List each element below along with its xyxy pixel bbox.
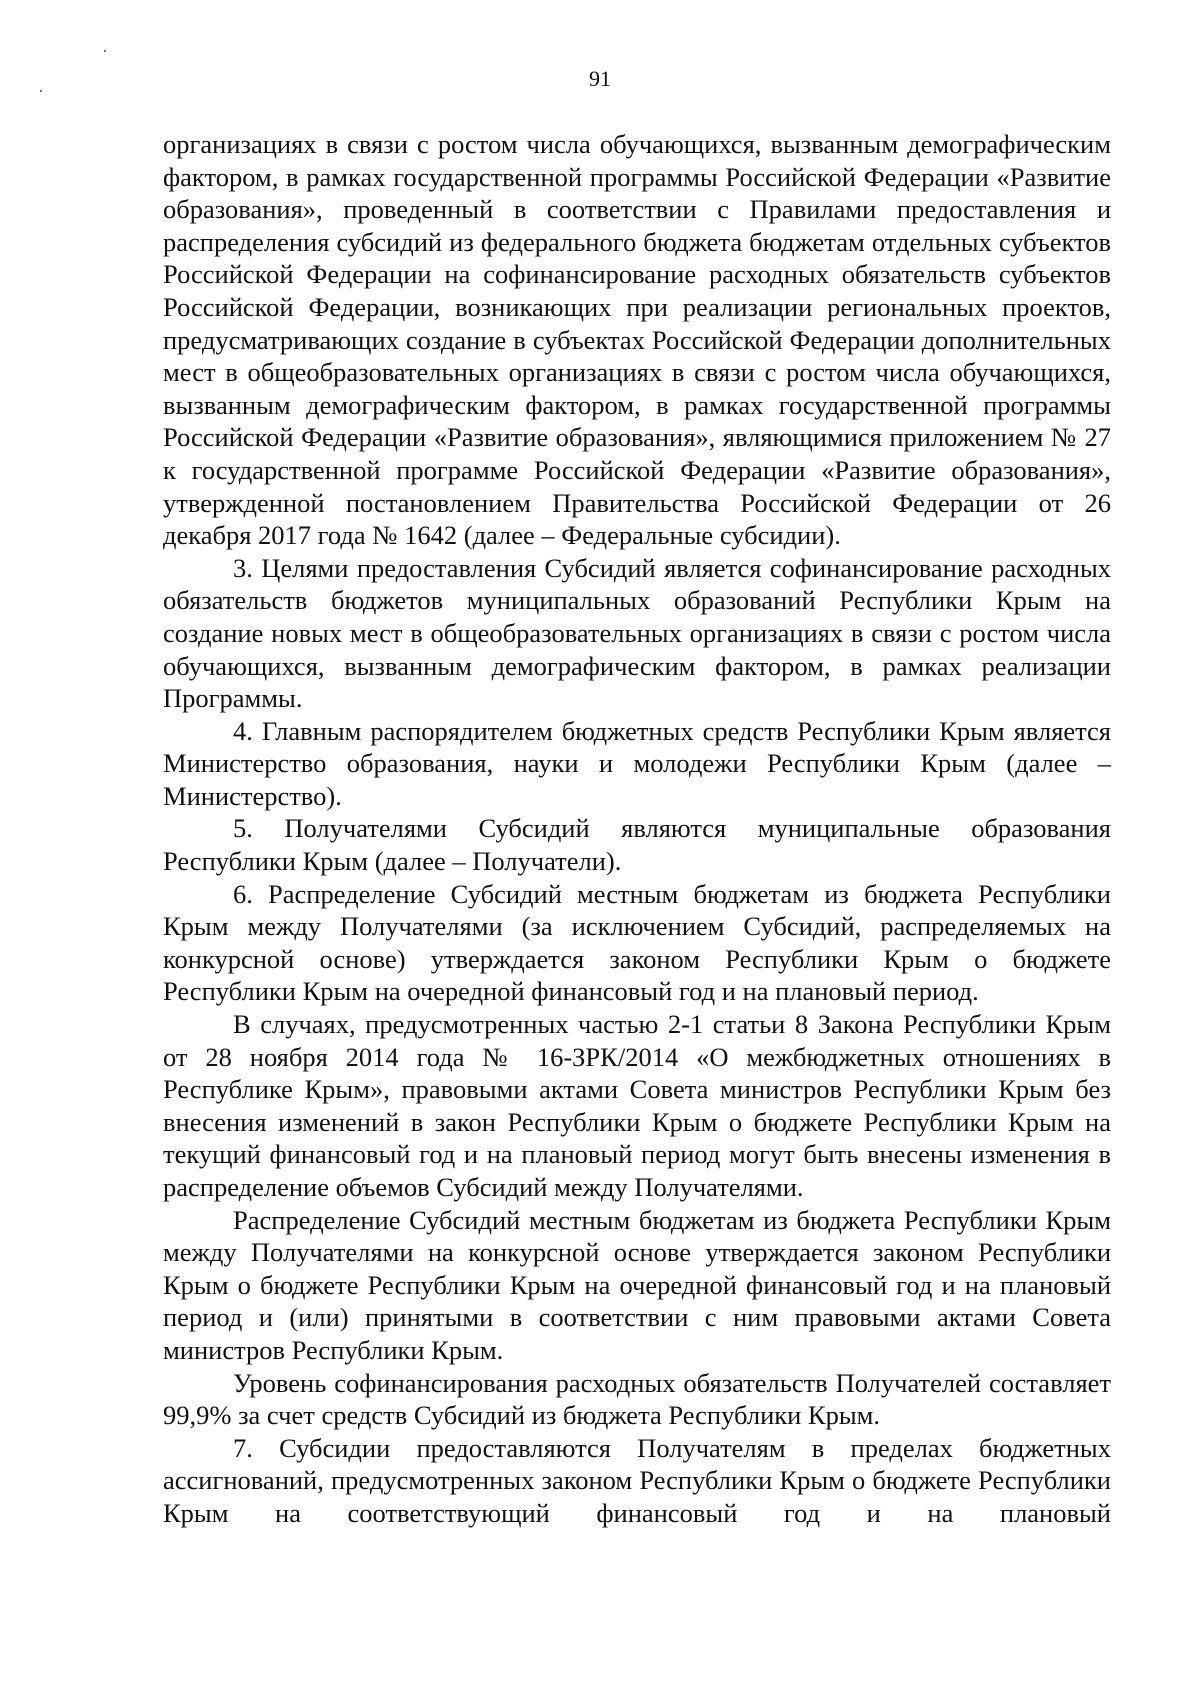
paragraph-continued: организациях в связи с ростом числа обучающихся, вызванным демографическим фактором, в рамках государственной программы Российской Федерации «Развитие образования», проведенный в соответствии с Правилами предоставления и распределения субсидий из федерального бюджета бюджетам отдельных субъектов Российской Федерации на софинансирование расходных обязательств субъектов Российской Федерации, возникающих при реализации региональных проектов, предусматривающих создание в субъектах Российской Федерации дополнительных мест в общеобразовательных организациях в связи с ростом числа обучающихся, вызванным демографическим фактором, в рамках государственной программы Российской Федерации «Развитие образования», являющимися приложением № 27 к государственной программе Российской Федерации «Развитие образования», утвержденной постановлением Правительства Российской Федерации от 26 декабря 2017 года № 1642 (далее – Федеральные субсидии).	[163, 129, 1111, 551]
paragraph-item-3: 3. Целями предоставления Субсидий является софинансирование расходных обязательств бюджетов муниципальных образований Республики Крым на создание новых мест в общеобразовательных организациях в связи с ростом числа обучающихся, вызванным демографическим фактором, в рамках реализации Программы.	[163, 552, 1111, 714]
document-body	[163, 128, 1111, 1530]
paragraph-item-6-cofinancing-level: Уровень софинансирования расходных обязательств Получателей составляет 99,9% за счет средств Субсидий из бюджета Республики Крым.	[163, 1367, 1111, 1431]
paragraph-item-5: 5. Получателями Субсидий являются муниципальные образования Республики Крым (далее – Получатели).	[163, 813, 1111, 877]
scan-speck	[104, 50, 106, 52]
page-number: 91	[589, 66, 611, 91]
paragraph-item-6-competitive: Распределение Субсидий местным бюджетам из бюджета Республики Крым между Получателями на конкурсной основе утверждается законом Республики Крым о бюджете Республики Крым на очередной финансовый год и на плановый период и (или) принятыми в соответствии с ним правовыми актами Совета министров Республики Крым.	[163, 1204, 1111, 1365]
paragraph-item-4: 4. Главным распорядителем бюджетных средств Республики Крым является Министерство образования, науки и молодежи Республики Крым (далее – Министерство).	[163, 715, 1111, 811]
paragraph-item-6-cases: В случаях, предусмотренных частью 2-1 статьи 8 Закона Республики Крым от 28 ноября 2014 года № 16-ЗРК/2014 «О межбюджетных отношениях в Республике Крым», правовыми актами Совета министров Республики Крым без внесения изменений в закон Республики Крым о бюджете Республики Крым на текущий финансовый год и на плановый период могут быть внесены изменения в распределение объемов Субсидий между Получателями.	[163, 1009, 1111, 1202]
paragraph-item-6: 6. Распределение Субсидий местным бюджетам из бюджета Республики Крым между Получателями (за исключением Субсидий, распределяемых на конкурсной основе) утверждается законом Республики Крым о бюджете Республики Крым на очередной финансовый год и на плановый период.	[163, 878, 1111, 1007]
paragraph-item-7: 7. Субсидии предоставляются Получателям в пределах бюджетных ассигнований, предусмотренных законом Республики Крым о бюджете Республики Крым на соответствующий финансовый год и на плановый	[163, 1432, 1111, 1528]
